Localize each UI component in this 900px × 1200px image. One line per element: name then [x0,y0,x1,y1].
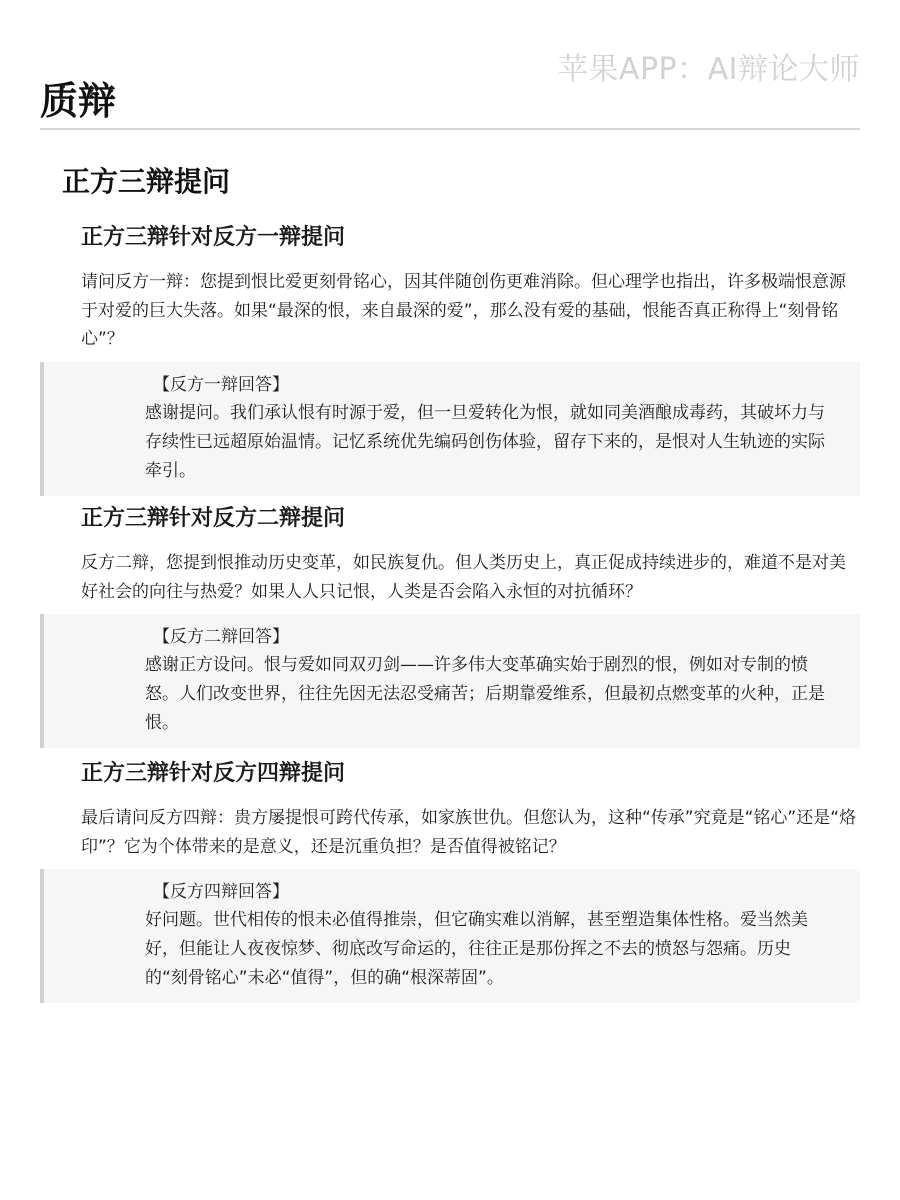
page-title: 质辩 [40,79,117,123]
question-text: 最后请问反方四辩：贵方屡提恨可跨代传承，如家族世仇。但您认为，这种“传承”究竟是“铭心”还是“烙印”？它为个体带来的是意义，还是沉重负担？是否值得被铭记？ [81,808,857,857]
question-text: 请问反方一辩：您提到恨比爱更刻骨铭心，因其伴随创伤更难消除。但心理学也指出，许多极端恨意源于对爱的巨大失落。如果“最深的恨，来自最深的爱”，那么没有爱的基础，恨能否真正称得上“刻骨铭心”？ [81,272,846,349]
qa-block-1 [40,222,860,496]
title-divider [40,128,860,130]
answer-blockquote [40,362,860,496]
qa-block-3 [40,758,860,1003]
question-text: 反方二辩，您提到恨推动历史变革，如民族复仇。但人类历史上，真正促成持续进步的，难道不是对美好社会的向往与热爱？如果人人只记恨，人类是否会陷入永恒的对抗循环？ [81,553,846,602]
watermark-text: 苹果APP：AI辩论大师 [557,52,860,87]
question-heading: 正方三辩针对反方二辩提问 [81,506,346,531]
answer-text: 感谢提问。我们承认恨有时源于爱，但一旦爱转化为恨，就如同美酒酿成毒药，其破坏力与存续性已远超原始温情。记忆系统优先编码创伤体验，留存下来的，是恨对人生轨迹的实际牵引。 [145,402,825,481]
answer-label: 【反方二辩回答】 [153,627,289,647]
section-heading: 正方三辩提问 [62,165,231,198]
answer-text: 好问题。世代相传的恨未必值得推崇，但它确实难以消解，甚至塑造集体性格。爱当然美好，但能让人夜夜惊梦、彻底改写命运的，往往正是那份挥之不去的愤怒与怨痛。历史的“刻骨铭心”未必“值得”，但的确“根深蒂固”。 [145,910,808,988]
answer-label: 【反方一辩回答】 [153,374,289,395]
answer-blockquote [40,614,860,748]
question-heading: 正方三辩针对反方一辩提问 [81,225,346,250]
answer-label: 【反方四辩回答】 [153,882,289,902]
qa-block-2 [40,503,860,748]
answer-blockquote [40,869,860,1003]
answer-text: 感谢正方设问。恨与爱如同双刃剑——许多伟大变革确实始于剧烈的恨，例如对专制的愤怒。人们改变世界，往往先因无法忍受痛苦；后期靠爱维系，但最初点燃变革的火种，正是恨。 [145,655,825,733]
question-heading: 正方三辩针对反方四辩提问 [81,761,346,786]
